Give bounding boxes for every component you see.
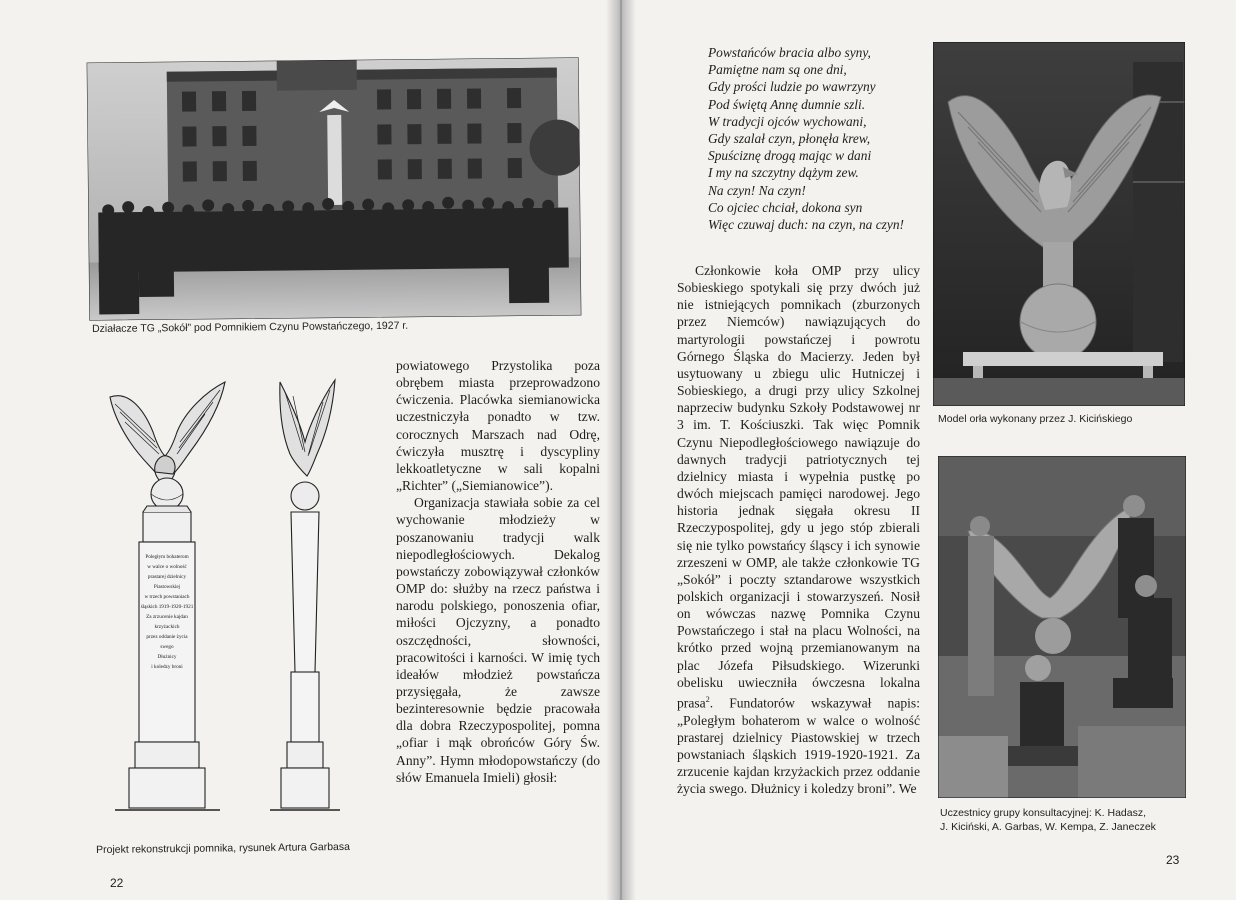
right-page-text: [677, 262, 920, 797]
poem-line: Powstańców bracia albo syny,: [708, 45, 871, 60]
paragraph: Organizacja stawiała sobie za cel wychowanie młodzieży w poszanowaniu tradycji walk niepodległościowych. Dekalog powstańczy zobowiązywał członków OMP do: służby na rzecz państwa i narodu polskiego, ponoszenia ofiar, miłości Ojczyzny, a ponadto oszczędności, słowności, pracowitości i karności. W imię tych ideałów młodzież powstańcza przysięgała, że zawsze bezinteresownie będzie pracowała dla dobra Rzeczypospolitej, pomna „ofiar i mąk obrońców Góry Św. Anny”. Hymn młodopowstańczy (do słów Emanuela Imieli) głosił:: [396, 495, 600, 785]
poem-line: Więc czuwaj duch: na czyn, na czyn!: [708, 217, 904, 233]
caption-line: Uczestnicy grupy konsultacyjnej: K. Hadasz,: [940, 807, 1147, 819]
right-page: [622, 0, 1236, 900]
plaque-line: przez oddanie życia: [146, 634, 188, 640]
monument-drawing-caption: Projekt rekonstrukcji pomnika, rysunek Artura Garbasa: [96, 840, 350, 856]
photo-sokol-members: [87, 57, 582, 320]
plaque-line: w trzech powstaniach: [144, 594, 190, 600]
hymn-poem: [708, 44, 948, 233]
photo-consultation-group-caption: [940, 806, 1180, 834]
plaque-line: Piastowskiej: [153, 584, 181, 590]
plaque-line: prastarej dzielnicy: [147, 574, 187, 580]
photo-eagle-model: [933, 42, 1185, 406]
poem-line: Spuściznę drogą mając w dani: [708, 148, 872, 164]
plaque-line: śląskich 1919-1920-1921: [140, 604, 194, 610]
paragraph: powiatowego Przystolika poza obrębem miasta przeprowadzono ćwiczenia. Placówka siemianowicka uczestniczyła ponadto w tzw. corocznych Marszach nad Odrę, ćwiczyła musztrę i dyscypliny lekkoatletyczne w sali kopalni „Richter” („Siemianowice”).: [396, 358, 600, 494]
poem-line: Co ojciec chciał, dokona syn: [708, 199, 863, 215]
photo-eagle-model-image: [933, 42, 1185, 406]
monument-drawing-image: [95, 372, 360, 820]
paragraph-end: . Fundatorów wskazywał napis: „Poległym bohaterom w walce o wolność prastarej dzielnicy Piastowskiej w trzech powstaniach śląskich 1919-1920-1921. Za zrzucenie kajdan krzyżackich przez oddanie życia swego. Dłużnicy i koledzy broni”. We: [677, 695, 920, 797]
paragraph-start: Członkowie koła OMP przy ulicy Sobieskiego spotykali się przy dwóch już nie istniejących pomnikach (zburzonych przez Niemców) nawiązujących do martyrologii powstańczej i powrotu Górnego Śląska do Macierzy. Jeden był usytuowany u zbiegu ulic Hutniczej i Sobieskiego, a drugi przy ulicy Szkolnej naprzeciw budynku Szkoły Podstawowej nr 3 im. T. Kościuszki. Tak więc Pomnik Czynu Niepodległościowego nawiązuje do dawnych tradycji patriotycznych tej dzielnicy miasta i wypełnia pustkę po dwóch miejscach pamięci narodowej. Jego historia jednak sięgała okresu II Rzeczypospolitej, gdy u jego stóp zbierali się nie tylko powstańcy śląscy i ich synowie zrzeszeni w OMP, ale także członkowie TG „Sokół” i poczty sztandarowe wszystkich polskich organizacji i stowarzyszeń. Nosił on wówczas nazwę Pomnika Czynu Powstańczego i stał na placu Wolności, na krótko przed wojną przemianowanym na plac Józefa Piłsudskiego. Wizerunki obelisku uwieczniła ówczesna lokalna prasa: [677, 263, 920, 711]
poem-line: W tradycji ojców wychowani,: [708, 113, 867, 129]
photo-consultation-group-image: [938, 456, 1186, 798]
plaque-line: Za zrzucenie kajdan: [146, 614, 188, 620]
photo-eagle-model-caption: Model orła wykonany przez J. Kicińskiego: [938, 413, 1133, 425]
poem-line: Na czyn! Na czyn!: [708, 182, 806, 198]
caption-line: J. Kiciński, A. Garbas, W. Kempa, Z. Janeczek: [940, 821, 1156, 833]
book-gutter: [606, 0, 636, 900]
plaque-line: i koledzy broni: [151, 664, 183, 670]
plaque-line: krzyżackich: [154, 624, 180, 630]
paragraph: [677, 262, 920, 797]
poem-line: Gdy prości ludzie po wawrzyny: [708, 79, 876, 95]
monument-drawing: [95, 372, 360, 820]
footnote-reference[interactable]: 2: [705, 694, 710, 704]
poem-line: Pamiętne nam są one dni,: [708, 62, 847, 78]
poem-line: Pod świętą Annę dumnie szli.: [708, 96, 866, 112]
left-page-text: [396, 357, 600, 786]
poem-line: Gdy szalał czyn, płonęła krew,: [708, 131, 871, 147]
photo-sokol-members-image: [87, 57, 582, 320]
plaque-line: Poległym bohaterom: [145, 554, 189, 560]
poem-line: I my na szczytny dążym zew.: [708, 165, 859, 181]
plaque-line: Dłużnicy: [157, 654, 177, 660]
photo-sokol-members-caption: Działacze TG „Sokół” pod Pomnikiem Czynu Powstańczego, 1927 r.: [92, 319, 409, 335]
plaque-line: swego: [160, 644, 174, 650]
page-number-left: 22: [110, 876, 124, 890]
plaque-line: w walce o wolność: [147, 564, 187, 570]
photo-consultation-group: [938, 456, 1186, 798]
page-number-right: 23: [1166, 853, 1180, 867]
